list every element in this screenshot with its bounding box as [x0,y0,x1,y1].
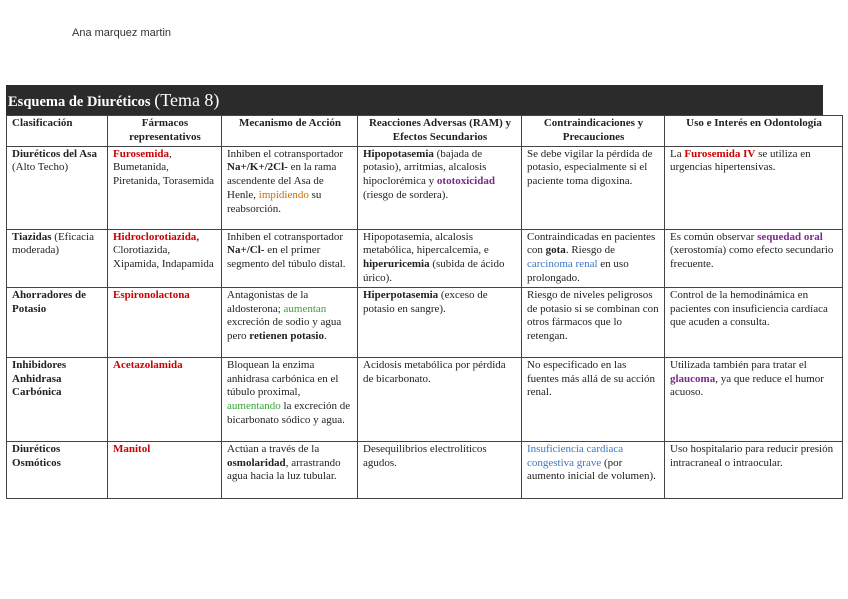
col-header-farmacos: Fármacos representativos [108,116,222,147]
cell-odontologia: Utilizada también para tratar el glaucoma, ya que reduce el humor acuoso. [665,357,843,441]
table-row [7,287,843,357]
cell-contraindicaciones: Se debe vigilar la pérdida de potasio, especialmente si el paciente toma digoxina. [522,146,665,229]
cell-ram: Acidosis metabólica por pérdida de bicarbonato. [358,357,522,441]
cell-clasificacion: Ahorradores de Potasio [7,287,108,357]
cell-clasificacion: Inhibidores Anhidrasa Carbónica [7,357,108,441]
cell-ram: Hipopotasemia (bajada de potasio), arritmias, alcalosis hipoclorémica y ototoxicidad (riesgo de sordera). [358,146,522,229]
cell-farmacos: Furosemida, Bumetanida, Piretanida, Torasemida [108,146,222,229]
cell-contraindicaciones: No especificado en las fuentes más allá de su acción renal. [522,357,665,441]
cell-farmacos: Espironolactona [108,287,222,357]
title-banner [6,85,823,116]
cell-odontologia: Es común observar sequedad oral (xerostomía) como efecto secundario frecuente. [665,229,843,287]
cell-odontologia: Control de la hemodinámica en pacientes con insuficiencia cardíaca que acuden a consulta. [665,287,843,357]
cell-ram: Hiperpotasemia (exceso de potasio en sangre). [358,287,522,357]
table-row [7,441,843,498]
cell-contraindicaciones: Insuficiencia cardiaca congestiva grave (por aumento inicial de volumen). [522,441,665,498]
col-header-ram: Reacciones Adversas (RAM) y Efectos Secundarios [358,116,522,147]
cell-contraindicaciones: Riesgo de niveles peligrosos de potasio si se combinan con otros fármacos que lo retengan. [522,287,665,357]
author-name: Ana marquez martin [72,27,172,39]
cell-contraindicaciones: Contraindicadas en pacientes con gota. Riesgo de carcinoma renal en uso prolongado. [522,229,665,287]
document-title: Esquema de Diuréticos (Tema 8) [8,90,220,110]
col-header-clasificacion: Clasificación [7,116,108,147]
col-header-contraindicaciones: Contraindicaciones y Precauciones [522,116,665,147]
table-row [7,357,843,441]
cell-clasificacion: Diuréticos del Asa (Alto Techo) [7,146,108,229]
col-header-mecanismo: Mecanismo de Acción [222,116,358,147]
cell-odontologia: La Furosemida IV se utiliza en urgencias hipertensivas. [665,146,843,229]
cell-mecanismo: Inhiben el cotransportador Na+/Cl- en el primer segmento del túbulo distal. [222,229,358,287]
col-header-odontologia: Uso e Interés en Odontología [665,116,843,147]
cell-farmacos: Hidroclorotiazida, Clorotiazida, Xipamida, Indapamida [108,229,222,287]
cell-mecanismo: Antagonistas de la aldosterona; aumentan excreción de sodio y agua pero retienen potasio. [222,287,358,357]
cell-farmacos: Acetazolamida [108,357,222,441]
table-row [7,229,843,287]
cell-mecanismo: Bloquean la enzima anhidrasa carbónica en el túbulo proximal, aumentando la excreción de bicarbonato sódico y agua. [222,357,358,441]
cell-ram: Hipopotasemia, alcalosis metabólica, hipercalcemia, e hiperuricemia (subida de ácido úrico). [358,229,522,287]
cell-ram: Desequilibrios electrolíticos agudos. [358,441,522,498]
cell-farmacos: Manitol [108,441,222,498]
cell-mecanismo: Actúan a través de la osmolaridad, arrastrando agua hacia la luz tubular. [222,441,358,498]
diuretics-table [6,115,843,499]
cell-clasificacion: Diuréticos Osmóticos [7,441,108,498]
cell-odontologia: Uso hospitalario para reducir presión intracraneal o intraocular. [665,441,843,498]
table-row [7,146,843,229]
cell-mecanismo: Inhiben el cotransportador Na+/K+/2Cl- en la rama ascendente del Asa de Henle, impidiendo su reabsorción. [222,146,358,229]
table-header-row [7,116,843,147]
cell-clasificacion: Tiazidas (Eficacia moderada) [7,229,108,287]
